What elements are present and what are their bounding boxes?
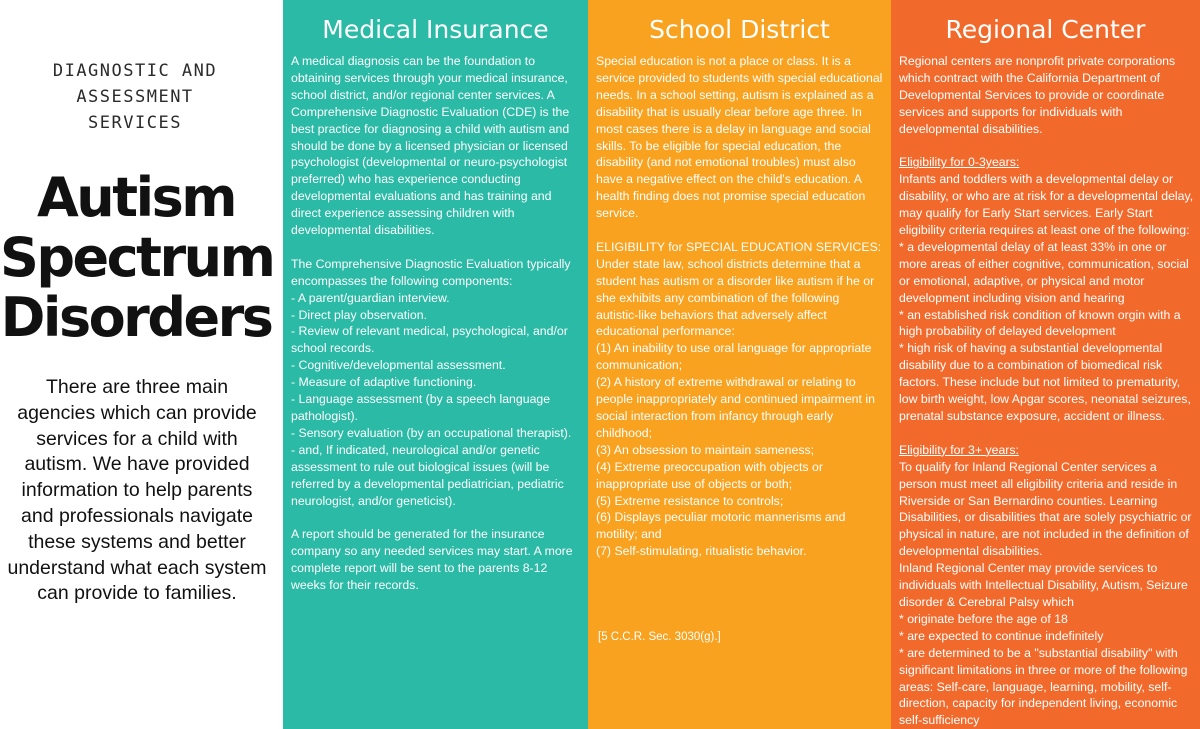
school-district-column — [588, 0, 891, 729]
kicker-heading: DIAGNOSTIC AND ASSESSMENT SERVICES — [52, 61, 218, 133]
regional-list-item: * originate before the age of 18 — [899, 611, 1068, 626]
school-list-item: (4) Extreme preoccupation with objects or inappropriate use of objects or both; — [596, 459, 823, 491]
regional-paragraph: Regional centers are nonprofit private corporations which contract with the California Department of Developmental Services to provide or coordinate services and supports for individuals with developmental disabilities. — [899, 54, 1176, 136]
regional-list-item: * are expected to continue indefinitely — [899, 628, 1104, 643]
left-panel — [0, 0, 283, 729]
regional-center-column — [891, 0, 1200, 729]
school-list-item: (7) Self-stimulating, ritualistic behavior. — [596, 544, 807, 559]
school-district-heading: School District — [649, 15, 830, 44]
medical-list-item: - and, If indicated, neurological and/or genetic assessment to rule out biological issues (will be referred by a developmental pediatrician, pediatric neurologist, and/or geneticist). — [291, 442, 564, 508]
regional-list-item: * high risk of having a substantial developmental disability due to a combination of biomedical risk factors. These include but not limited to prematurity, low birth weight, low Apgar scores, neonatal seizures, prenatal substance exposure, accident or illness. — [899, 341, 1191, 424]
regional-subheading: Eligibility for 3+ years: — [899, 442, 1019, 457]
medical-paragraph: A medical diagnosis can be the foundation to obtaining services through your medical insurance, school district, and/or regional center services. A Comprehensive Diagnostic Evaluation (CDE) is the best practice for diagnosing a child with autism and should be done by a licensed physician or licensed psychologist (developmental or neuro-psychologist preferred) who has experience conducting developmental evaluations and has training and direct experience assessing children with developmental disabilities. — [291, 54, 570, 238]
regional-paragraph: Inland Regional Center may provide services to individuals with Intellectual Disability, Autism, Seizure disorder & Cerebral Palsy which — [899, 561, 1188, 609]
medical-paragraph: A report should be generated for the insurance company so any needed services may start. A more complete report will be sent to the parents 8-12 weeks for their records. — [291, 527, 573, 593]
main-title: Autism Spectrum Disorders — [0, 166, 274, 349]
school-paragraph: ELIGIBILITY for SPECIAL EDUCATION SERVICES: Under state law, school districts determine that a student has autism or a disorder like autism if he or she exhibits any combination of the following autistic-like behaviors that adversely affect educational performance: — [596, 239, 882, 339]
school-list-item: (6) Displays peculiar motoric mannerisms and motility; and — [596, 510, 846, 542]
medical-list-item: - Cognitive/developmental assessment. — [291, 358, 506, 373]
medical-paragraph: The Comprehensive Diagnostic Evaluation typically encompasses the following components: — [291, 256, 571, 288]
medical-list-item: - Review of relevant medical, psychological, and/or school records. — [291, 324, 568, 356]
medical-insurance-heading: Medical Insurance — [322, 15, 549, 44]
school-paragraph: Special education is not a place or class. It is a service provided to students with special educational needs. In a school setting, autism is explained as a disability that is usually clear before age three. In most cases there is a delay in language and social skills. To be eligible for special education, the disability (and not emotional troubles) must also have a negative effect on the child's education. A health finding does not promise special education service. — [596, 54, 883, 221]
school-list-item: (3) An obsession to maintain sameness; — [596, 442, 815, 457]
medical-list-item: - Measure of adaptive functioning. — [291, 375, 477, 390]
school-list-item: (2) A history of extreme withdrawal or relating to people inappropriately and continued impairment in social interaction from infancy through early childhood; — [596, 375, 875, 440]
medical-list-item: - A parent/guardian interview. — [291, 290, 450, 305]
regional-list-item: * are determined to be a "substantial disability" with significant limitations in three or more of the following areas: Self-care, language, learning, mobility, self-direction, capacity for independent living, economic self-sufficiency — [899, 645, 1188, 728]
medical-list-item: - Direct play observation. — [291, 307, 428, 322]
medical-list-item: - Sensory evaluation (by an occupational therapist). — [291, 425, 572, 440]
regional-paragraph: Infants and toddlers with a developmental delay or disability, or who are at risk for a developmental delay, may qualify for Early Start services. Early Start eligibility criteria requires at least one of the following: — [899, 172, 1194, 238]
regional-subheading: Eligibility for 0-3years: — [899, 155, 1020, 170]
medical-list-item: - Language assessment (by a speech language pathologist). — [291, 392, 551, 424]
regional-list-item: * an established risk condition of known orgin with a high probability of delayed development — [899, 307, 1181, 339]
regional-center-heading: Regional Center — [945, 15, 1146, 44]
school-citation: [5 C.C.R. Sec. 3030(g).] — [598, 631, 721, 643]
medical-insurance-column — [283, 0, 588, 729]
school-district-body — [596, 53, 885, 560]
regional-paragraph: To qualify for Inland Regional Center services a person must meet all eligibility criteria and reside in Riverside or San Bernardino counties. Learning Disabilities, or disabilities that are solely psychiatric or physical in nature, are not included in the definition of developmental disabilities. — [899, 459, 1192, 559]
intro-text: There are three main agencies which can provide services for a child with autism. We have provided information to help parents and professionals navigate these systems and better understand what each system can provide to families. — [7, 376, 267, 605]
school-list-item: (5) Extreme resistance to controls; — [596, 493, 784, 508]
regional-list-item: * a developmental delay of at least 33% in one or more areas of either cognitive, communication, social or emotional, adaptive, or physical and motor development including vision and hearing — [899, 239, 1189, 305]
medical-insurance-body — [291, 53, 582, 594]
school-list-item: (1) An inability to use oral language for appropriate communication; — [596, 341, 872, 373]
regional-center-body — [899, 53, 1194, 729]
